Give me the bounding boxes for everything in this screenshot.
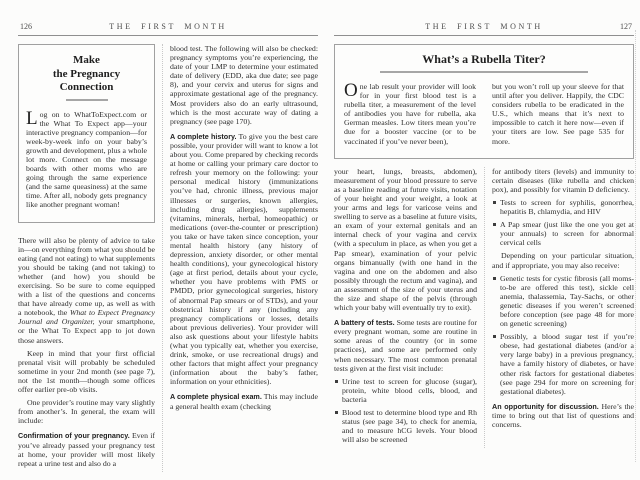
title-underline-rubella bbox=[380, 71, 588, 73]
paragraph-exam-continued: your heart, lungs, breasts, abdomen), measurement of your blood pressure to serve as a baseline reading at future visits, notation of your height and your weight, a look at your arms and legs for varicose veins and swelling to serve as a baseline at future visits, an exam of your external genitals and an internal check of your vagina and cervix (with a speculum in place, as when you get a Pap smear), examination of your pelvic organs bimanually (with one hand in the vagina and one on the abdomen and also possibly through the rectum and vagina), and an assessment of the size of your uterus and the size and shape of the pelvis (through which your baby will eventually try to exit). bbox=[334, 166, 477, 313]
paragraph-advice: There will also be plenty of advice to take in—on everything from what you should be eating (and not eating) to what supplements you should be taking (and not taking) to whether (and how) you should be exercising. So be sure to come equipped with a list of the questions and concerns that have already come up, as well as with a notebook, the What to Expect Pregnancy Journal and Organizer, your smartphone, or the What To Expect app to jot down those answers. bbox=[18, 235, 155, 345]
left-column-2 bbox=[162, 44, 318, 472]
paragraph-provider-routine: One provider’s routine may vary slightly from another’s. In general, the exam will include: bbox=[18, 398, 155, 426]
runin-head-discussion: An opportunity for discussion. bbox=[492, 401, 599, 411]
runin-head-confirmation: Confirmation of your pregnancy. bbox=[18, 431, 130, 441]
runin-head-battery: A battery of tests. bbox=[334, 318, 395, 328]
book-title-italic: What to Expect Pregnancy Journal and Organizer, bbox=[18, 308, 155, 327]
paragraph-antibody-continued: for antibody titers (levels) and immunity to certain diseases (like rubella and chicken pox), and possibly for vitamin D deficiency. bbox=[492, 166, 634, 194]
square-bullet-icon bbox=[493, 223, 496, 226]
list-item-urine-test: Urine test to screen for glucose (sugar), protein, white blood cells, blood, and bacteria bbox=[334, 377, 477, 404]
sidebar-box-rubella-titer bbox=[334, 44, 634, 159]
paragraph-opportunity-discussion: An opportunity for discussion. Here’s the time to bring out that list of questions and concerns. bbox=[492, 401, 634, 429]
page-number-left: 126 bbox=[20, 22, 32, 31]
runin-head-history: A complete history. bbox=[170, 131, 237, 141]
page-left-columns bbox=[18, 44, 318, 472]
box-title: Make the Pregnancy Connection bbox=[52, 54, 121, 93]
page-number-right: 127 bbox=[620, 22, 632, 31]
title-underline bbox=[66, 99, 108, 101]
paragraph-blood-test: blood test. The following will also be checked: pregnancy symptoms you’re experiencing, the date of your LMP to determine your estimated date of delivery (EDD, aka due date; see page 8), and your cervix and uterus for signs and approximate gestational age of the pregnancy. Most providers also do an early ultrasound, which is the most accurate way of dating a pregnancy (see page 170). bbox=[170, 44, 318, 126]
box-title-rubella: What’s a Rubella Titer? bbox=[422, 52, 546, 66]
box-body: Log on to WhatToExpect.com or the What To Expect app—your interactive pregnancy companion—for week-by-week info on your baby’s growth and development, plus a whole lot more. Connect on the message boards with other moms who are going through the same experience (and the same queasiness) at the same time. After all, nobody gets pregnancy like another pregnant woman! bbox=[26, 107, 147, 210]
runin-head-physical-exam: A complete physical exam. bbox=[170, 392, 262, 402]
square-bullet-icon bbox=[335, 380, 338, 383]
page-edge-line bbox=[635, 30, 636, 462]
square-bullet-icon bbox=[493, 335, 496, 338]
paragraph-depending: Depending on your particular situation, and if appropriate, you may also receive: bbox=[492, 251, 634, 270]
square-bullet-icon bbox=[493, 277, 496, 280]
rubella-box-col1: One lab result your provider will look for in your first blood test is a rubella titer, a measurement of the level of antibodies you have for rubella, aka German measles. Low titers mean you’re due for a booster vaccine (or to be vaccinated if you’ve never been), bbox=[344, 80, 476, 146]
paragraph-keep-in-mind: Keep in mind that your first official prenatal visit will probably be scheduled sometime in your 2nd month (see page 7), not the 1st month—though some offices offer earlier pre-ob visits. bbox=[18, 348, 155, 395]
dropcap-O: O bbox=[344, 80, 358, 101]
right-column-1 bbox=[334, 167, 484, 449]
paragraph-confirmation: Confirmation of your pregnancy. Even if you’ve already passed your pregnancy test at home, your provider will most likely repeat a urine test and also do a bbox=[18, 431, 155, 468]
running-head-right: THE FIRST MONTH bbox=[425, 22, 543, 31]
list-item-blood-sugar-test: Possibly, a blood sugar test if you’re obese, had gestational diabetes (and/or a very large baby) in a previous pregnancy, have a family history of diabetes, or have other risk factors for gestational diabetes (see page 294 for more on screening for gestational diabetes). bbox=[492, 332, 634, 396]
list-item-pap-smear: A Pap smear (just like the one you get at your annuals) to screen for abnormal cervical cells bbox=[492, 220, 634, 247]
page-right-header bbox=[334, 22, 634, 36]
page-left-header bbox=[18, 22, 318, 36]
right-column-2 bbox=[484, 167, 634, 449]
running-head-left: THE FIRST MONTH bbox=[109, 22, 227, 31]
list-item-genetic-tests: Genetic tests for cystic fibrosis (all moms-to-be are offered this test), sickle cell anemia, thalassemia, Tay-Sachs, or other genetic diseases if you weren’t screened before conception (see page 48 for more on genetic screening) bbox=[492, 274, 634, 329]
rubella-box-col2: but you won’t roll up your sleeve for that until after you deliver. Happily, the CDC considers rubella to be eradicated in the U.S., which means that it’s next to impossible to catch it here now—even if your titers are low. See page 535 for more. bbox=[492, 82, 624, 146]
dropcap-L: L bbox=[26, 107, 38, 129]
square-bullet-icon bbox=[493, 201, 496, 204]
page-right bbox=[334, 22, 634, 474]
paragraph-battery-of-tests: A battery of tests. Some tests are routine for every pregnant woman, some are routine in some areas of the country (or in some practices), and some are performed only when necessary. The most common prenatal tests given at the first visit include: bbox=[334, 318, 477, 373]
page-right-columns bbox=[334, 167, 634, 449]
paragraph-physical-exam: A complete physical exam. This may include a general health exam (checking bbox=[170, 392, 318, 411]
paragraph-complete-history: A complete history. To give you the best care possible, your provider will want to know a lot about you. Come prepared by checking records at home or calling your primary care doctor to refresh your memory on the following: your personal medical history (immunizations you’ve had, chronic illness, previous major illnesses or surgeries, known allergies, including drug allergies), supplements (vitamins, minerals, herbal, homeopathic) or medications (over-the-counter or prescription) you take or have taken since conception, your mental health history (any history of depression, anxiety disorder, or other mental health conditions), your gynecological history (age at first period, details about your cycle, whether you have problems with PMS or PMDD, prior gynecological surgeries, history of abnormal Pap smears or of STDs), and your obstetrical history if any (including any pregnancy complications or losses, details about previous deliveries). Your provider will also ask questions about your lifestyle habits (what you typically eat, whether you exercise, drink, smoke, or use recreational drugs) and other factors that might affect your pregnancy (information about the baby’s father, information on your ethnicities). bbox=[170, 131, 318, 387]
rubella-box-columns bbox=[344, 82, 624, 150]
list-item-blood-test: Blood test to determine blood type and Rh status (see page 34), to check for anemia, and to measure hCG levels. Your blood will also be screened bbox=[334, 408, 477, 444]
sidebar-box-pregnancy-connection bbox=[18, 44, 155, 223]
page-left bbox=[18, 22, 318, 474]
left-column-1 bbox=[18, 44, 162, 472]
list-item-std-screen: Tests to screen for syphilis, gonorrhea, hepatitis B, chlamydia, and HIV bbox=[492, 198, 634, 216]
square-bullet-icon bbox=[335, 411, 338, 414]
